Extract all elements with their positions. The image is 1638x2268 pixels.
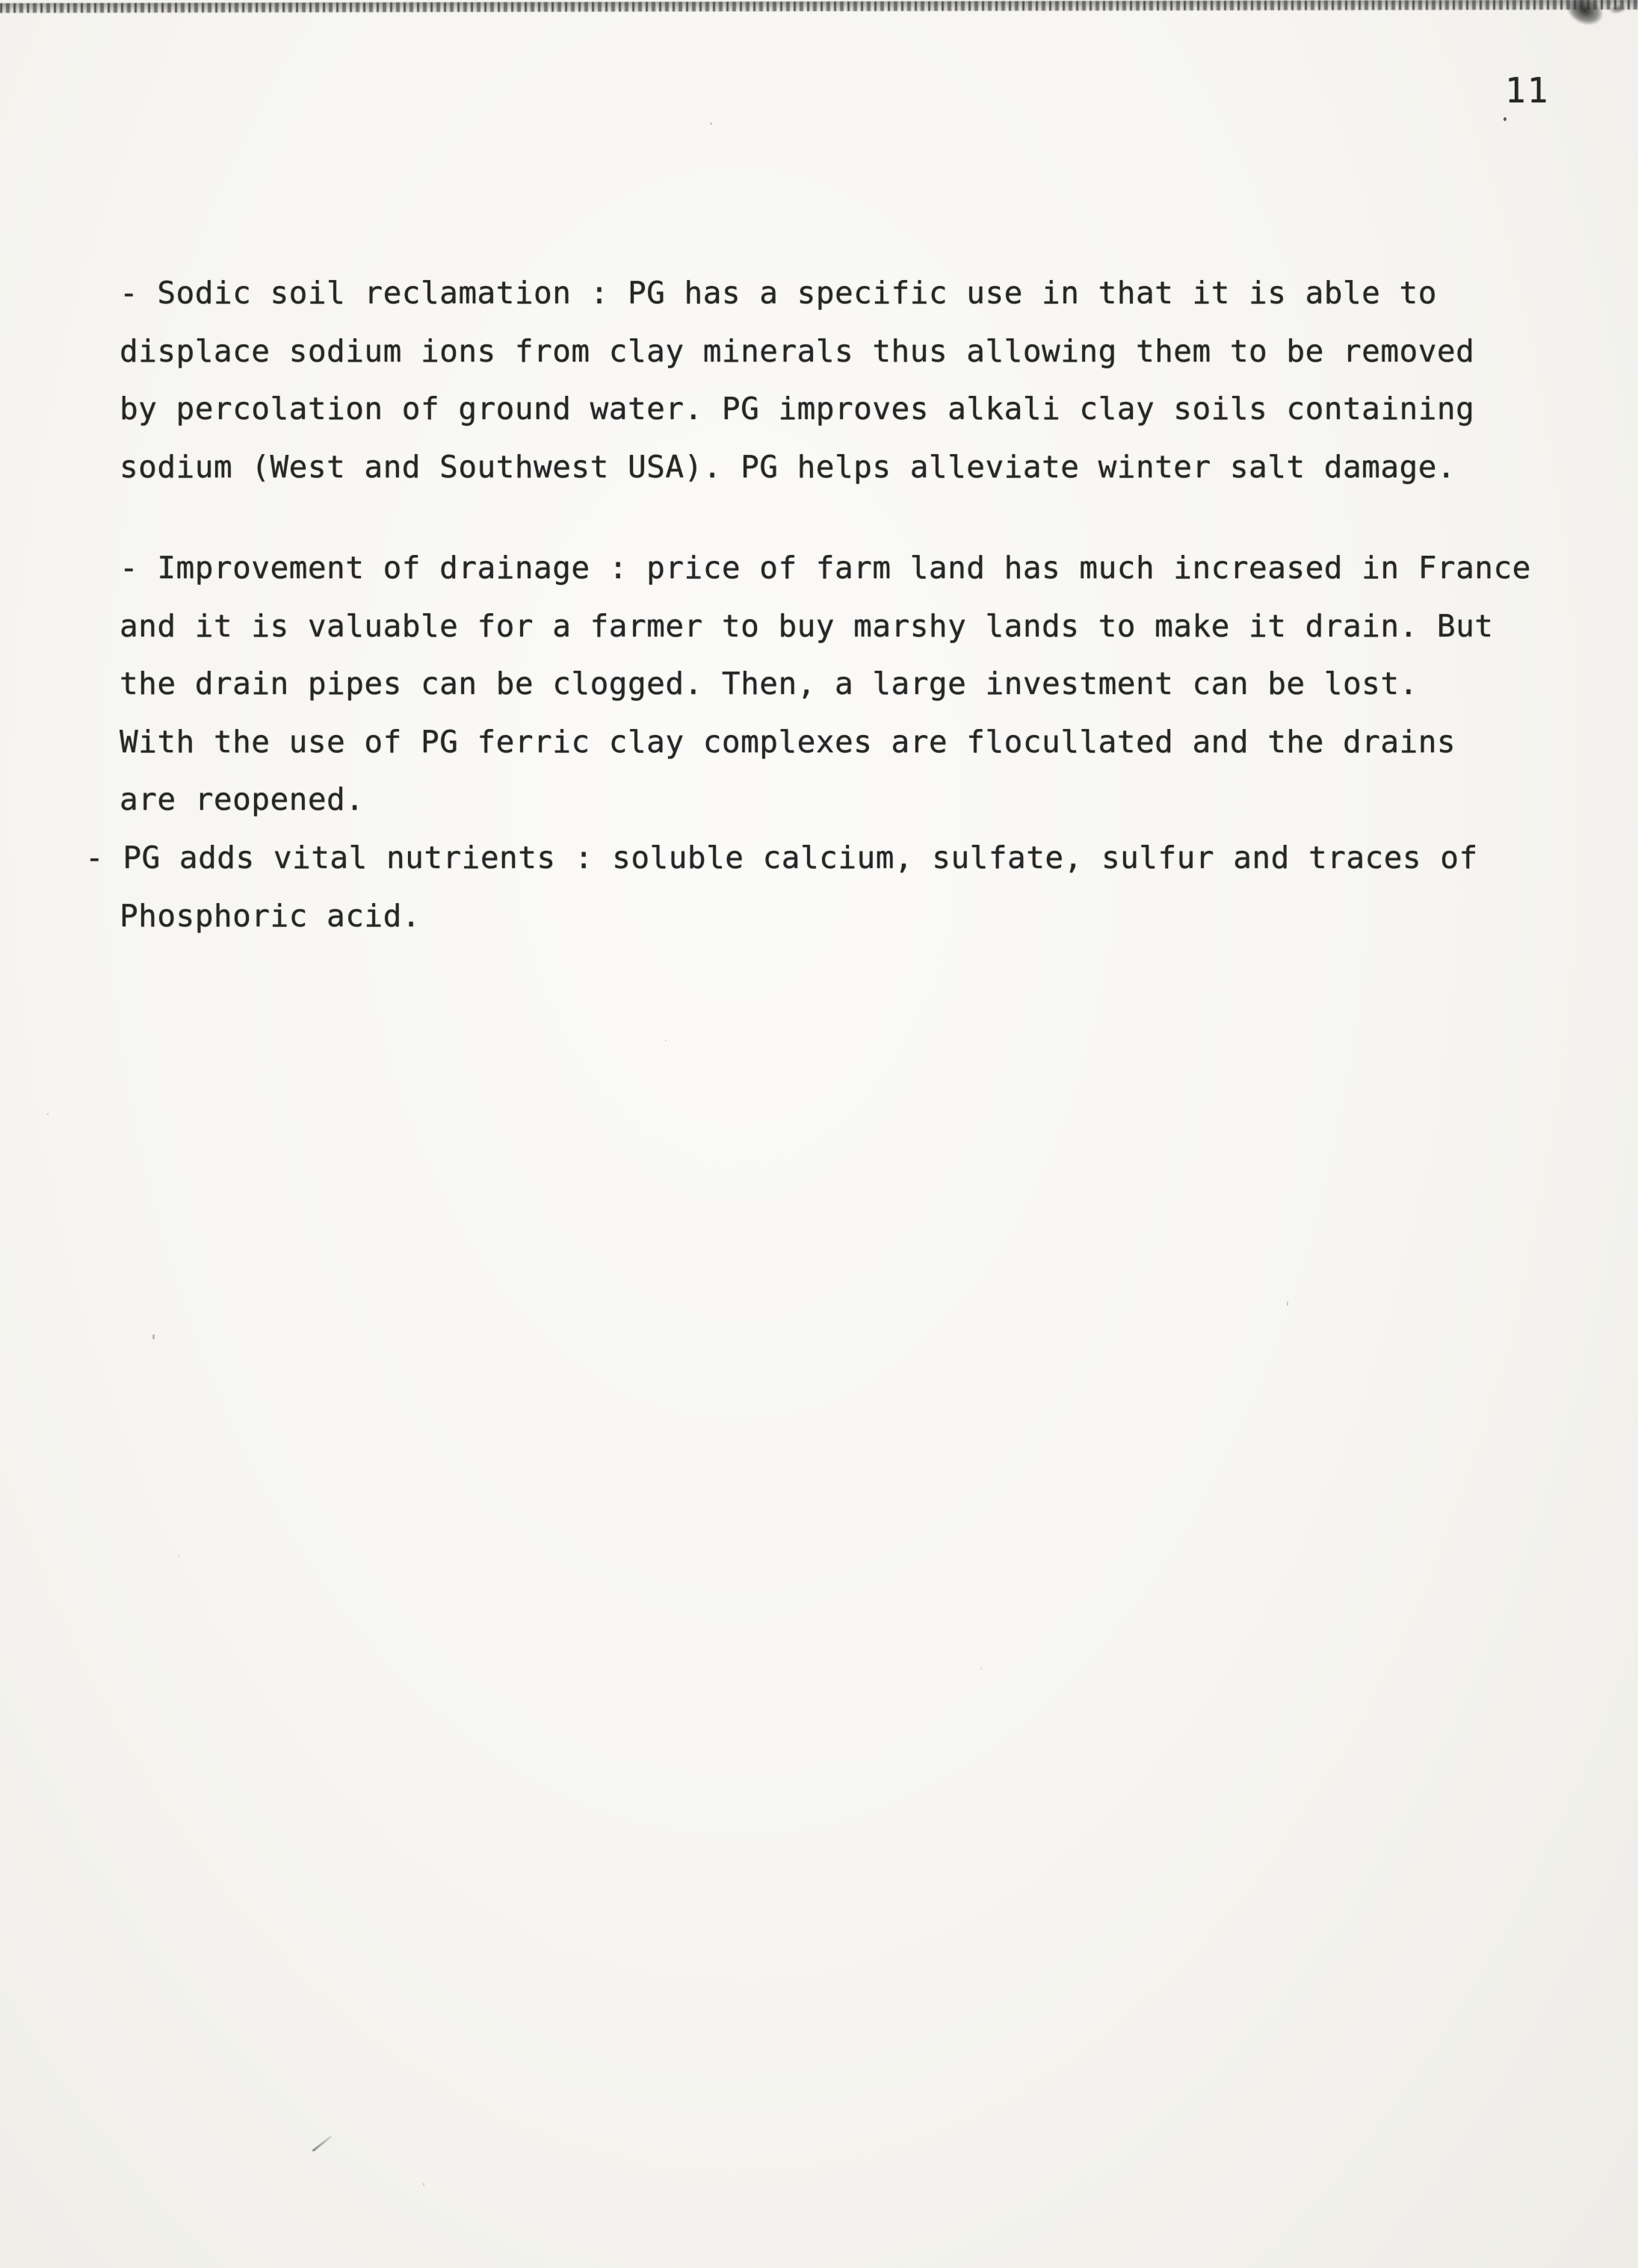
paragraph-sodic-soil-reclamation (120, 264, 1607, 496)
paragraph-pg-adds-vital-nutrients (85, 829, 1607, 945)
text-line: and it is valuable for a farmer to buy marshy lands to make it drain. But (120, 607, 1494, 644)
text-line: the drain pipes can be clogged. Then, a large investment can be lost. (120, 666, 1418, 701)
scan-speck (47, 1113, 49, 1115)
text-line: With the use of PG ferric clay complexes are flocullated and the drains (120, 723, 1456, 760)
text-line: Phosphoric acid. (120, 897, 421, 934)
text-line: - PG adds vital nutrients : soluble calcium, sulfate, sulfur and traces of (85, 840, 1478, 876)
scan-speck (152, 1334, 155, 1339)
scan-speck (1287, 1301, 1288, 1306)
paragraph-improvement-of-drainage (120, 539, 1607, 829)
text-line: - Sodic soil reclamation : PG has a specific use in that it is able to (120, 275, 1437, 311)
scan-speck (423, 2183, 424, 2186)
scan-speck (980, 1667, 982, 1670)
scan-speck (665, 1040, 667, 1041)
scan-speck (1503, 117, 1506, 121)
text-line: sodium (West and Southwest USA). PG helps alleviate winter salt damage. (120, 448, 1456, 485)
text-line: by percolation of ground water. PG improves alkali clay soils containing (120, 391, 1475, 427)
scan-speck (178, 1555, 179, 1558)
text-line: displace sodium ions from clay minerals thus allowing them to be removed (120, 332, 1475, 369)
page-number: 11 (1505, 70, 1550, 111)
text-line: - Improvement of drainage : price of farm land has much increased in France (120, 550, 1531, 586)
text-line: are reopened. (120, 781, 365, 817)
scan-speck (710, 123, 712, 125)
